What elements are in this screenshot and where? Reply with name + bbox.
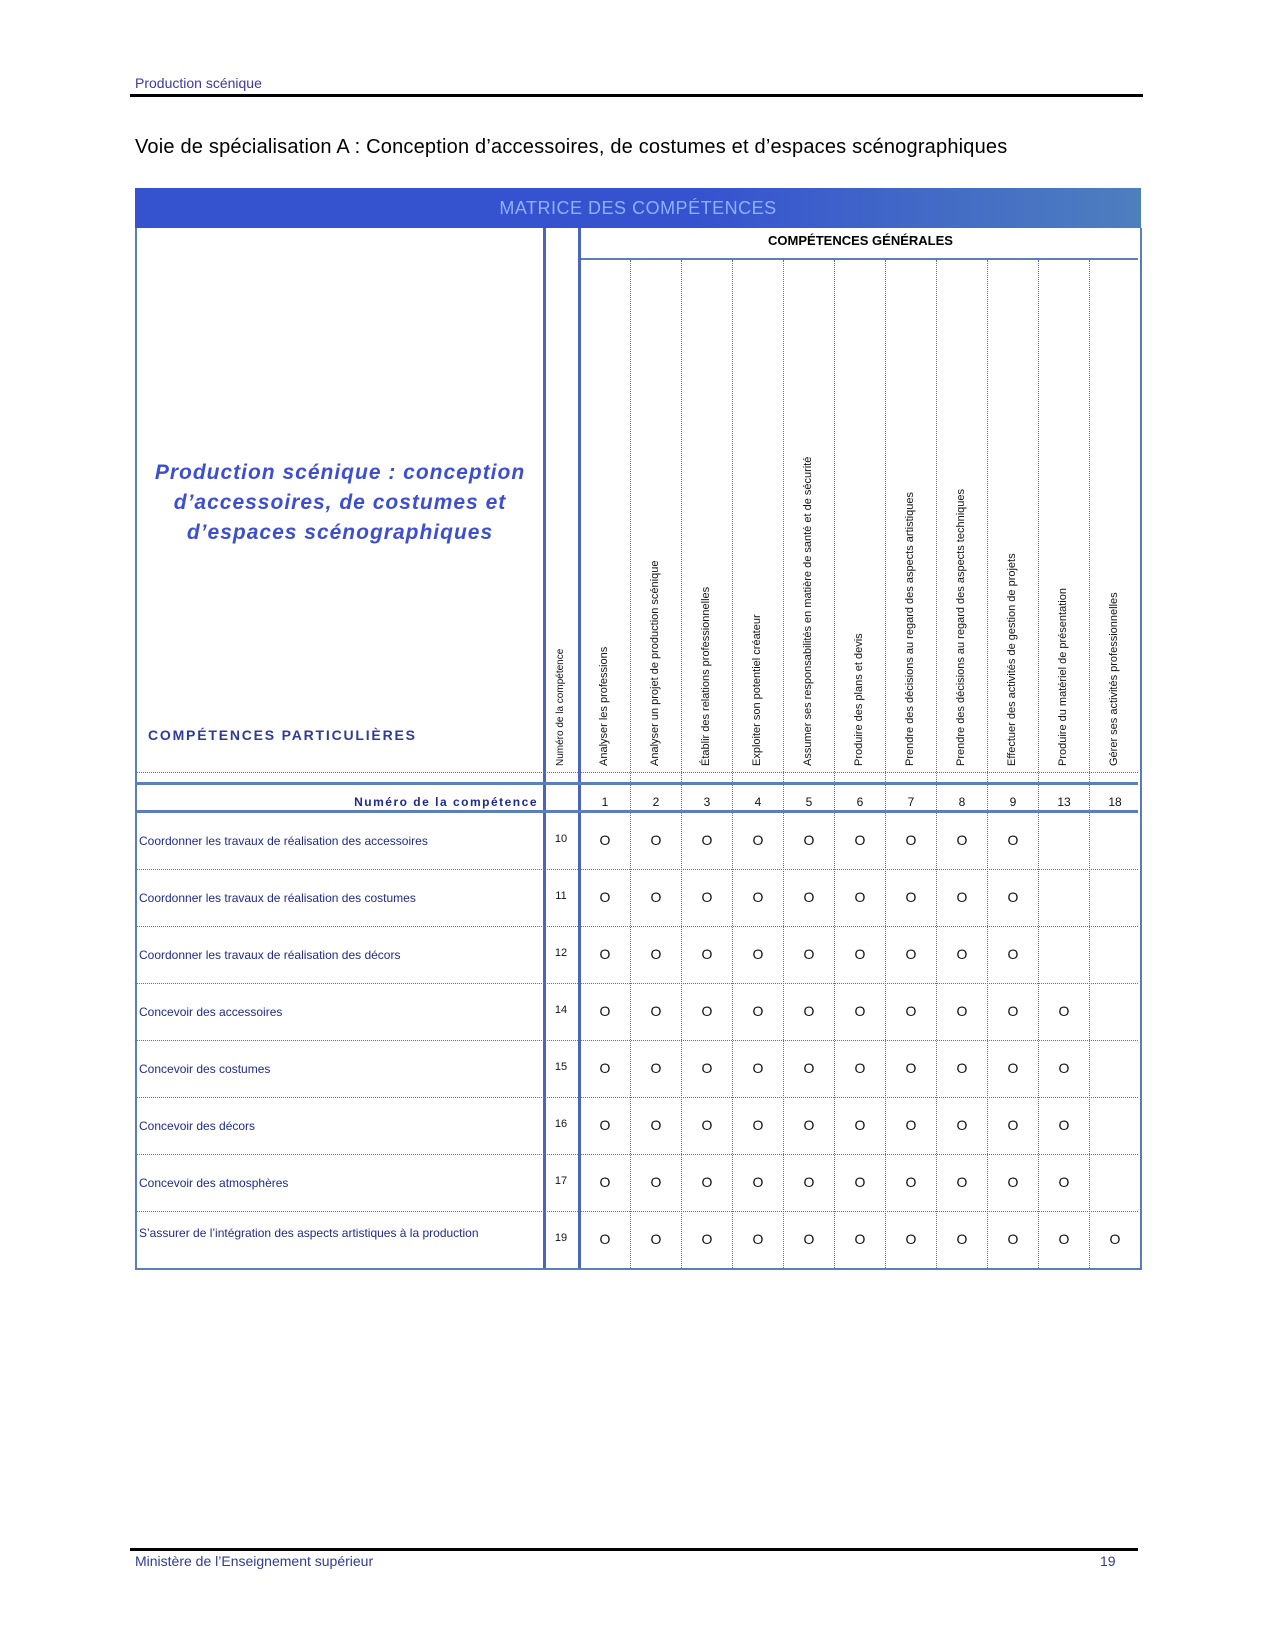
- competency-link-mark: O: [905, 832, 917, 848]
- row-divider: [135, 926, 1138, 927]
- general-header-rule: [580, 258, 1138, 260]
- bottom-rule: [130, 1548, 1138, 1551]
- particular-competency-label: Concevoir des décors: [139, 1119, 256, 1133]
- competency-link-mark: O: [854, 1117, 866, 1133]
- competency-link-mark: O: [599, 889, 611, 905]
- competency-link-mark: O: [701, 1231, 713, 1247]
- competency-link-mark: O: [650, 1231, 662, 1247]
- particular-competency-label: Concevoir des accessoires: [139, 1005, 283, 1019]
- competency-link-mark: O: [650, 1060, 662, 1076]
- general-competency-header: Établir des relations professionnelles: [700, 586, 712, 766]
- competency-link-mark: O: [1007, 946, 1019, 962]
- competency-link-mark: O: [650, 889, 662, 905]
- competency-link-mark: O: [854, 1231, 866, 1247]
- competency-link-mark: O: [752, 889, 764, 905]
- competency-link-mark: O: [650, 832, 662, 848]
- competency-link-mark: O: [905, 1003, 917, 1019]
- competency-link-mark: O: [803, 889, 815, 905]
- competency-link-mark: O: [599, 832, 611, 848]
- competency-link-mark: O: [752, 1174, 764, 1190]
- number-column-header: Numéro de la compétence: [555, 648, 566, 766]
- competency-link-mark: O: [854, 946, 866, 962]
- particular-competency-number: 11: [555, 890, 567, 902]
- general-competency-header: Analyser un projet de production scénique: [649, 560, 661, 766]
- competency-link-mark: O: [650, 1003, 662, 1019]
- competency-link-mark: O: [803, 1174, 815, 1190]
- competency-link-mark: O: [599, 1117, 611, 1133]
- particular-competency-number: 15: [554, 1061, 568, 1073]
- competency-link-mark: O: [599, 1060, 611, 1076]
- competency-link-mark: O: [599, 1231, 611, 1247]
- competency-link-mark: O: [956, 1231, 968, 1247]
- particular-competency-number: 19: [554, 1232, 568, 1244]
- competency-link-mark: O: [803, 1003, 815, 1019]
- general-competency-header: Prendre des décisions au regard des aspects techniques: [955, 488, 967, 766]
- competency-link-mark: O: [599, 1003, 611, 1019]
- competency-link-mark: O: [752, 832, 764, 848]
- general-competency-number: 3: [703, 795, 711, 809]
- competency-link-mark: O: [803, 1231, 815, 1247]
- table-frame: [135, 228, 1142, 1270]
- competency-link-mark: O: [650, 1117, 662, 1133]
- header-dotted-rule: [135, 772, 1138, 773]
- number-row-label: Numéro de la compétence: [354, 795, 538, 809]
- general-competency-header: Prendre des décisions au regard des aspects artistiques: [904, 492, 916, 766]
- number-row-bottom-rule: [135, 810, 1138, 813]
- competency-link-mark: O: [854, 1003, 866, 1019]
- competency-link-mark: O: [701, 1060, 713, 1076]
- competency-link-mark: O: [905, 889, 917, 905]
- competency-link-mark: O: [701, 889, 713, 905]
- competency-link-mark: O: [752, 1117, 764, 1133]
- competency-link-mark: O: [854, 889, 866, 905]
- general-competency-number: 8: [958, 795, 966, 809]
- competency-link-mark: O: [752, 946, 764, 962]
- general-competency-number: 7: [907, 795, 915, 809]
- competency-link-mark: O: [752, 1231, 764, 1247]
- matrix-title-bar: [135, 188, 1141, 228]
- competency-link-mark: O: [956, 832, 968, 848]
- particular-competency-label: S’assurer de l’intégration des aspects artistiques à la production: [139, 1226, 479, 1240]
- particular-competencies-label: COMPÉTENCES PARTICULIÈRES: [148, 727, 417, 743]
- competency-link-mark: O: [854, 832, 866, 848]
- particular-competency-label: Concevoir des atmosphères: [139, 1176, 289, 1190]
- particular-competency-label: Concevoir des costumes: [139, 1062, 271, 1076]
- label-column-divider: [543, 228, 546, 1268]
- general-competency-header: Produire des plans et devis: [853, 633, 865, 766]
- row-divider: [135, 1040, 1138, 1041]
- competency-link-mark: O: [905, 946, 917, 962]
- particular-competency-number: 17: [554, 1175, 568, 1187]
- competency-link-mark: O: [854, 1174, 866, 1190]
- general-competency-number: 1: [601, 795, 609, 809]
- general-competency-number: 4: [754, 795, 762, 809]
- competency-link-mark: O: [905, 1060, 917, 1076]
- competency-link-mark: O: [1007, 1060, 1019, 1076]
- competency-link-mark: O: [803, 1060, 815, 1076]
- competency-link-mark: O: [1058, 1117, 1070, 1133]
- competency-link-mark: O: [701, 1003, 713, 1019]
- competency-link-mark: O: [1109, 1231, 1121, 1247]
- competency-link-mark: O: [1058, 1174, 1070, 1190]
- general-competency-number: 9: [1009, 795, 1017, 809]
- competency-link-mark: O: [1058, 1003, 1070, 1019]
- page-subtitle: Voie de spécialisation A : Conception d’accessoires, de costumes et d’espaces scénographiques: [135, 136, 1008, 158]
- row-divider: [135, 1211, 1138, 1212]
- competency-link-mark: O: [1058, 1231, 1070, 1247]
- competency-link-mark: O: [650, 946, 662, 962]
- competency-link-mark: O: [1007, 1117, 1019, 1133]
- competency-link-mark: O: [752, 1003, 764, 1019]
- particular-competency-label: Coordonner les travaux de réalisation des accessoires: [139, 834, 428, 848]
- general-competency-header: Assumer ses responsabilités en matière de santé et de sécurité: [802, 456, 814, 766]
- row-divider: [135, 869, 1138, 870]
- competency-link-mark: O: [803, 832, 815, 848]
- competency-link-mark: O: [1007, 832, 1019, 848]
- row-divider: [135, 1097, 1138, 1098]
- particular-competency-number: 12: [554, 947, 568, 959]
- row-divider: [135, 983, 1138, 984]
- competency-link-mark: O: [956, 1174, 968, 1190]
- competency-link-mark: O: [803, 1117, 815, 1133]
- general-competency-number: 5: [805, 795, 813, 809]
- competency-link-mark: O: [599, 1174, 611, 1190]
- general-competency-number: 13: [1057, 795, 1071, 809]
- column-divider: [1140, 260, 1141, 1268]
- section-label: Production scénique: [135, 75, 262, 91]
- general-competencies-label: COMPÉTENCES GÉNÉRALES: [768, 233, 953, 248]
- column-divider: [1089, 260, 1090, 1268]
- competency-link-mark: O: [956, 946, 968, 962]
- general-competency-number: 6: [856, 795, 864, 809]
- page-number: 19: [1100, 1553, 1116, 1569]
- footer-ministry: Ministère de l’Enseignement supérieur: [135, 1553, 374, 1569]
- matrix-block-title: Production scénique : conception d’accessoires, de costumes et d’espaces scénographiques: [154, 461, 526, 544]
- competency-link-mark: O: [956, 1060, 968, 1076]
- competency-link-mark: O: [1007, 1174, 1019, 1190]
- competency-link-mark: O: [1007, 1003, 1019, 1019]
- competency-link-mark: O: [905, 1117, 917, 1133]
- general-competency-number: 18: [1108, 795, 1122, 809]
- general-competency-header: Gérer ses activités professionnelles: [1108, 592, 1120, 766]
- competency-link-mark: O: [1007, 889, 1019, 905]
- number-column-divider: [578, 228, 581, 1268]
- competency-link-mark: O: [1058, 1060, 1070, 1076]
- top-rule: [130, 94, 1143, 97]
- general-competency-number: 2: [652, 795, 660, 809]
- competency-link-mark: O: [701, 832, 713, 848]
- general-competency-header: Analyser les professions: [598, 646, 610, 766]
- competency-link-mark: O: [599, 946, 611, 962]
- general-competency-header: Produire du matériel de présentation: [1057, 588, 1069, 766]
- competency-link-mark: O: [650, 1174, 662, 1190]
- competency-link-mark: O: [854, 1060, 866, 1076]
- competency-link-mark: O: [752, 1060, 764, 1076]
- competency-link-mark: O: [701, 946, 713, 962]
- competency-link-mark: O: [1007, 1231, 1019, 1247]
- particular-competency-label: Coordonner les travaux de réalisation des décors: [139, 948, 401, 962]
- competency-link-mark: O: [956, 1117, 968, 1133]
- competency-link-mark: O: [905, 1231, 917, 1247]
- row-divider: [135, 1154, 1138, 1155]
- matrix-title: MATRICE DES COMPÉTENCES: [499, 197, 777, 218]
- competency-link-mark: O: [905, 1174, 917, 1190]
- particular-competency-label: Coordonner les travaux de réalisation des costumes: [139, 891, 416, 905]
- general-competency-header: Exploiter son potentiel créateur: [751, 614, 763, 766]
- competency-link-mark: O: [956, 889, 968, 905]
- particular-competency-number: 14: [554, 1004, 568, 1016]
- competency-link-mark: O: [956, 1003, 968, 1019]
- particular-competency-number: 10: [554, 833, 568, 845]
- competency-link-mark: O: [701, 1174, 713, 1190]
- general-competency-header: Effectuer des activités de gestion de projets: [1006, 553, 1018, 766]
- header-bottom-rule: [135, 782, 1138, 785]
- competency-link-mark: O: [701, 1117, 713, 1133]
- particular-competency-number: 16: [554, 1118, 568, 1130]
- competency-link-mark: O: [803, 946, 815, 962]
